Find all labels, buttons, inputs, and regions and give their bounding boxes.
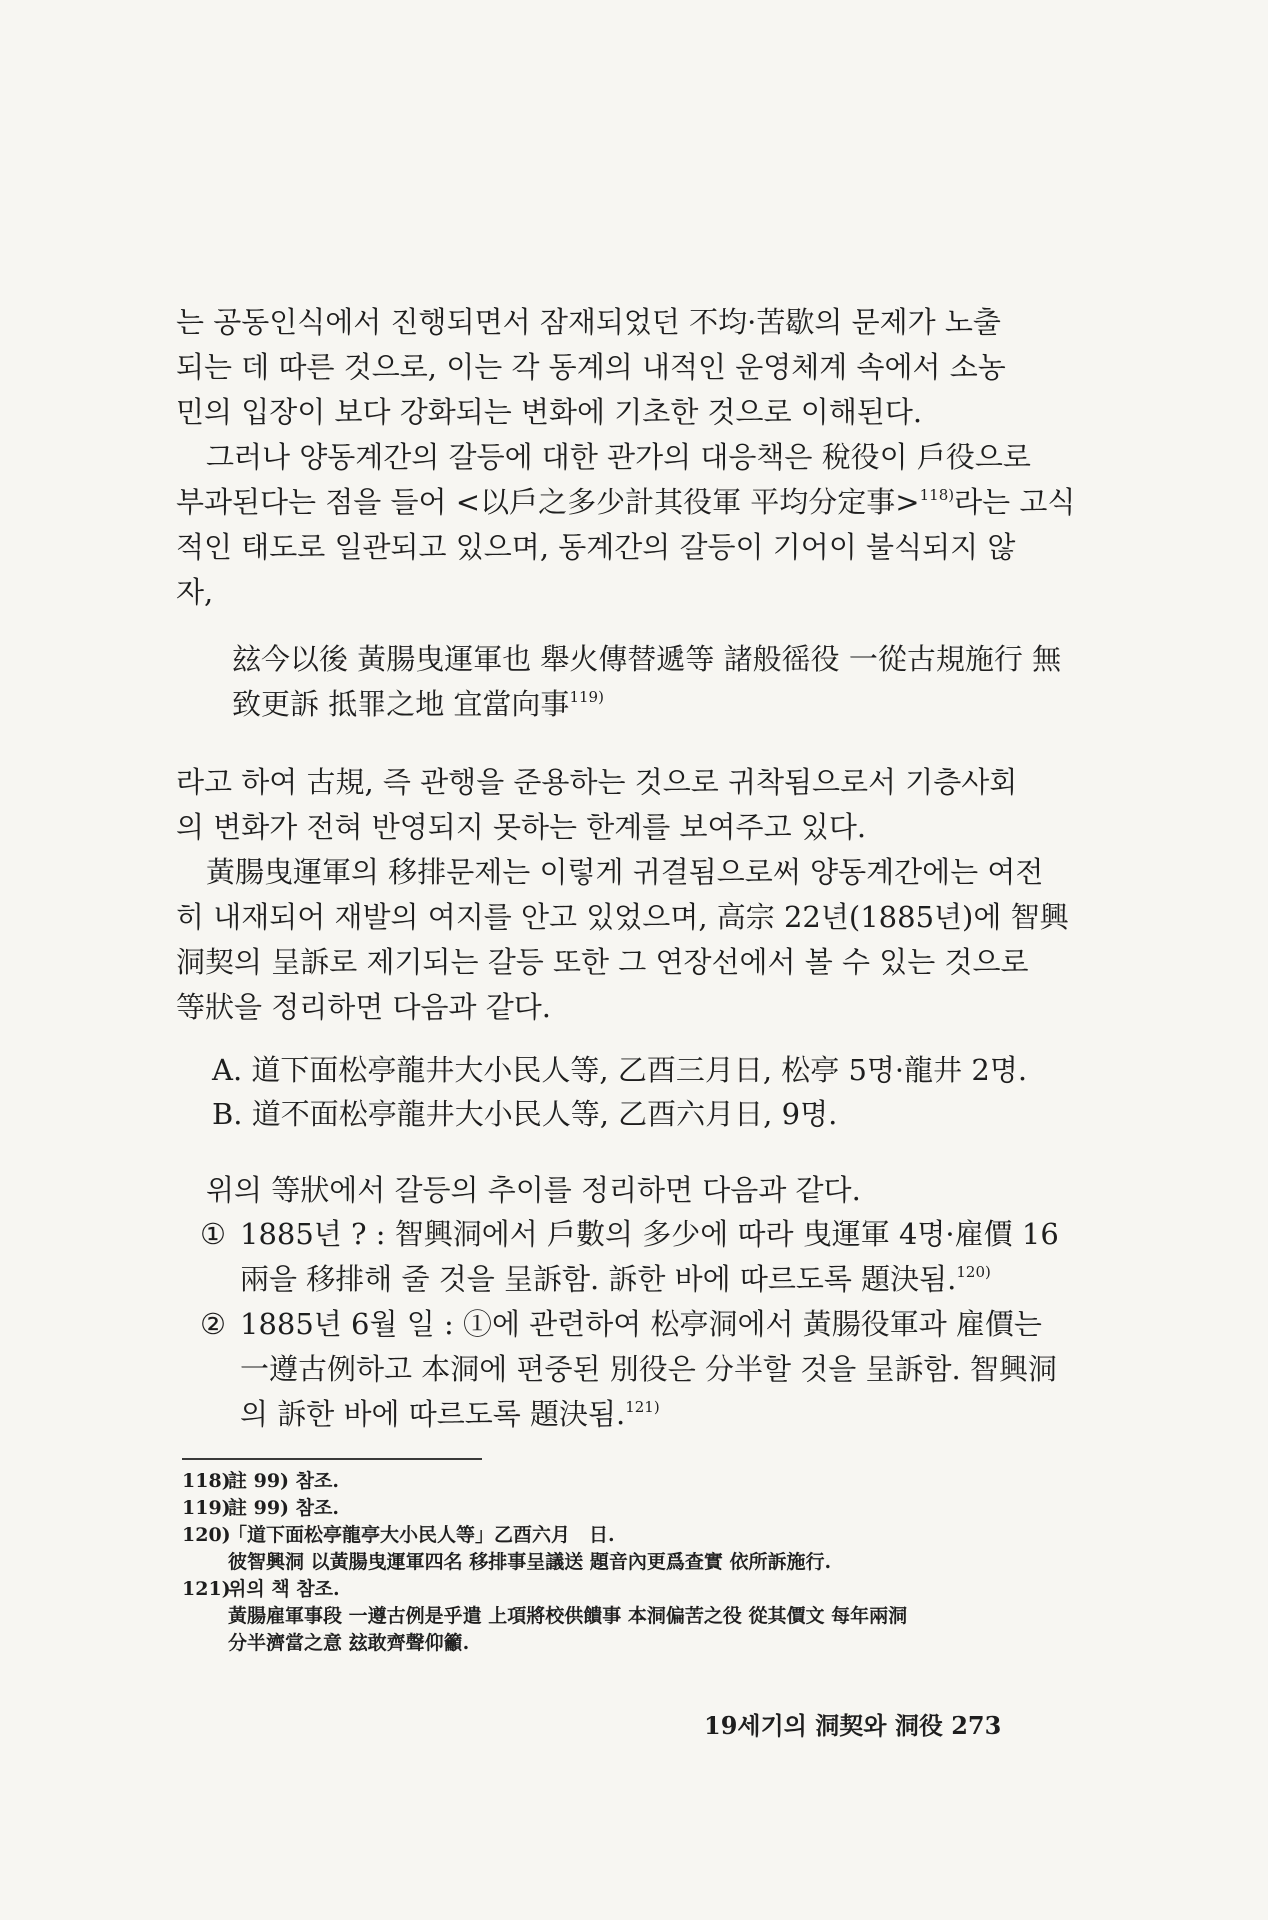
- event-text: [240, 1212, 1084, 1257]
- text-line: 히 내재되어 재발의 여지를 안고 있었으며, 高宗 22년(1885년)에 智興: [176, 900, 1069, 934]
- text-line: 黃腸曳運軍의 移排문제는 이렇게 귀결됨으로써 양동계간에는 여전: [206, 855, 1044, 889]
- footnote: [182, 1495, 1092, 1522]
- text-line: 자,: [176, 575, 214, 609]
- text-line: 等狀을 정리하면 다음과 같다.: [176, 990, 552, 1024]
- event-text: [240, 1302, 1084, 1347]
- event-list: [200, 1212, 1084, 1437]
- footnote-line: 黃腸雇軍事段 一遵古例是乎遣 上項將校供饋事 本洞偏苦之役 從其價文 每年兩洞: [228, 1605, 908, 1627]
- text-span: 라는 고식: [954, 485, 1076, 519]
- text-line: [176, 480, 1084, 525]
- footnote-line: 註 99) 참조.: [228, 1470, 339, 1492]
- text-line: 라고 하여 古規, 즉 관행을 준용하는 것으로 귀착됨으로서 기층사회: [176, 765, 1018, 799]
- footnote-text: [228, 1522, 1092, 1576]
- text-line: 되는 데 따른 것으로, 이는 각 동계의 내적인 운영체계 속에서 소농: [176, 350, 1006, 384]
- footnote-divider: [182, 1458, 482, 1460]
- list-item: B. 道不面松亭龍井大小民人等, 乙酉六月日, 9명.: [212, 1097, 838, 1131]
- text-line: 위의 等狀에서 갈등의 추이를 정리하면 다음과 같다.: [206, 1173, 861, 1207]
- event-continuation: [200, 1257, 1084, 1302]
- footnote-text: [228, 1576, 1092, 1657]
- event-item: [200, 1302, 1084, 1347]
- text-span: 兩을 移排해 줄 것을 呈訴함. 訴한 바에 따르도록 題決됨.: [240, 1262, 957, 1296]
- quote-span: 致更訴 抵罪之地 宜當向事: [232, 687, 570, 721]
- block-quote: [232, 637, 1082, 727]
- footnote-text: [228, 1495, 1092, 1522]
- circled-number: ②: [200, 1307, 226, 1341]
- footnote-number: 121): [182, 1578, 231, 1600]
- footnote: [182, 1468, 1092, 1495]
- text-span: 의 訴한 바에 따르도록 題決됨.: [240, 1397, 626, 1431]
- page-footer: 19세기의 洞契와 洞役 273: [704, 1711, 1002, 1740]
- footnote-text: [228, 1468, 1092, 1495]
- text-line: 1885년 ? : 智興洞에서 戶數의 多少에 따라 曳運軍 4명·雇價 16: [240, 1217, 1059, 1251]
- footnote-line: 彼智興洞 以黃腸曳運軍四名 移排事呈議送 題音內更爲查實 依所訴施行.: [228, 1551, 832, 1573]
- paragraph-3: [176, 1168, 1084, 1213]
- circled-number: ①: [200, 1217, 226, 1251]
- footnote-number: 120): [182, 1524, 231, 1546]
- footnote-ref-121: 121): [625, 1398, 660, 1416]
- text-line: 1885년 6월 일 : ①에 관련하여 松亭洞에서 黃腸役軍과 雇價는: [240, 1307, 1042, 1341]
- footnote-number: 119): [182, 1497, 231, 1519]
- footnote-line: 「道下面松亭龍亭大小民人等」乙酉六月 日.: [228, 1524, 615, 1546]
- list-ab: [212, 1048, 1092, 1136]
- paragraph-2: [176, 760, 1084, 1030]
- text-line: 는 공동인식에서 진행되면서 잠재되었던 不均·苦歇의 문제가 노출: [176, 305, 1001, 339]
- paragraph-1: [176, 300, 1084, 615]
- quote-line: 玆今以後 黃腸曳運軍也 舉火傳替遞等 諸般徭役 一從古規施行 無: [232, 642, 1062, 676]
- event-continuation: 一遵古例하고 本洞에 편중된 別役은 分半할 것을 呈訴함. 智興洞: [240, 1352, 1057, 1386]
- text-line: 민의 입장이 보다 강화되는 변화에 기초한 것으로 이해된다.: [176, 395, 923, 429]
- text-line: 적인 태도로 일관되고 있으며, 동계간의 갈등이 기어이 불식되지 않: [176, 530, 1016, 564]
- footnote-line: 註 99) 참조.: [228, 1497, 339, 1519]
- footnote: [182, 1576, 1092, 1657]
- quote-line: [232, 682, 1082, 727]
- footnote-ref-119: 119): [569, 688, 604, 706]
- footnote-line: 위의 책 참조.: [228, 1578, 340, 1600]
- footnote-line: 分半濟當之意 玆敢齊聲仰籲.: [228, 1632, 470, 1654]
- footnote-ref-120: 120): [956, 1263, 991, 1281]
- list-item: A. 道下面松亭龍井大小民人等, 乙酉三月日, 松亭 5명·龍井 2명.: [212, 1053, 1028, 1087]
- footnote-ref-118: 118): [919, 486, 955, 504]
- text-span: 부과된다는 점을 들어 <以戶之多少計其役軍 平均分定事>: [176, 485, 920, 519]
- text-line: 의 변화가 전혀 반영되지 못하는 한계를 보여주고 있다.: [176, 810, 867, 844]
- footnote-number: 118): [182, 1470, 231, 1492]
- event-continuation: [200, 1392, 1084, 1437]
- footnote: [182, 1522, 1092, 1576]
- footnotes: [182, 1468, 1092, 1657]
- text-line: 그러나 양동계간의 갈등에 대한 관가의 대응책은 稅役이 戶役으로: [206, 440, 1031, 474]
- text-line: 洞契의 呈訴로 제기되는 갈등 또한 그 연장선에서 볼 수 있는 것으로: [176, 945, 1029, 979]
- event-item: [200, 1212, 1084, 1257]
